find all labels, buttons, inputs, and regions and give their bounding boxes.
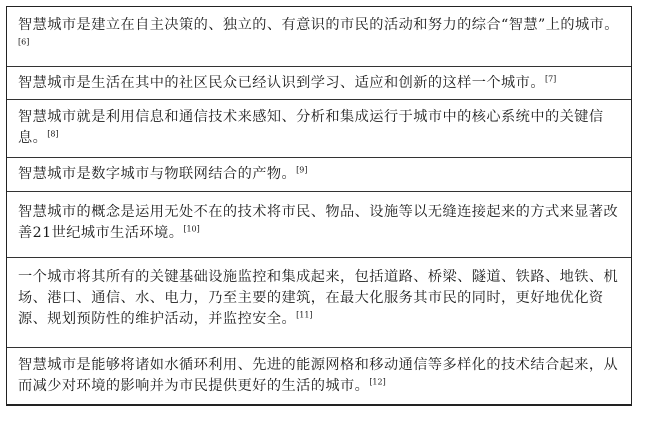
definition-text: 一个城市将其所有的关键基础设施监控和集成起来，包括道路、桥梁、隧道、铁路、地铁、机场、港口、通信、水、电力，乃至主要的建筑，在最大化服务其市民的同时，更好地优化资源、规划预防性的维护活动，并监控安全。 bbox=[18, 269, 619, 327]
citation-ref: [6] bbox=[18, 37, 30, 47]
definition-text: 智慧城市是数字城市与物联网结合的产物。 bbox=[18, 166, 297, 182]
definition-row bbox=[7, 257, 631, 347]
definition-text: 智慧城市是建立在自主决策的、独立的、有意识的市民的活动和努力的综合“智慧”上的城市。 bbox=[18, 17, 619, 33]
definition-text: 智慧城市是能够将诸如水循环利用、先进的能源网格和移动通信等多样化的技术结合起来，从而减少对环境的影响并为市民提供更好的生活的城市。 bbox=[18, 357, 619, 394]
definition-text: 智慧城市是生活在其中的社区民众已经认识到学习、适应和创新的这样一个城市。 bbox=[18, 75, 545, 91]
definition-text: 智慧城市的概念是运用无处不在的技术将市民、物品、设施等以无缝连接起来的方式来显著改善21世纪城市生活环境。 bbox=[18, 204, 619, 241]
definition-row bbox=[7, 99, 631, 157]
definition-text: 智慧城市就是利用信息和通信技术来感知、分析和集成运行于城市中的核心系统中的关键信息。 bbox=[18, 109, 604, 146]
citation-ref: [10] bbox=[183, 224, 200, 234]
citation-ref: [9] bbox=[296, 165, 308, 175]
definition-row bbox=[7, 347, 631, 405]
definition-row bbox=[7, 7, 631, 66]
citation-ref: [7] bbox=[544, 74, 557, 84]
definition-row bbox=[7, 66, 631, 99]
citation-ref: [11] bbox=[296, 310, 313, 320]
definitions-table bbox=[6, 6, 632, 406]
citation-ref: [8] bbox=[47, 129, 59, 139]
citation-ref: [12] bbox=[369, 377, 386, 387]
definition-row bbox=[7, 191, 631, 257]
definition-row bbox=[7, 157, 631, 191]
